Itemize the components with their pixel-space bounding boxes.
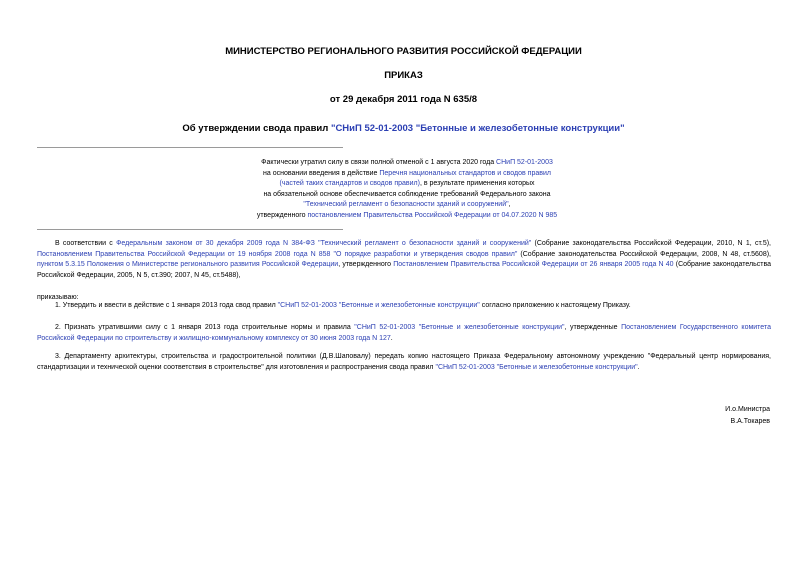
note-text: утвержденного [256, 211, 308, 219]
top-divider [37, 147, 343, 148]
body-text: согласно приложению к настоящему Приказу. [479, 302, 631, 309]
title-prefix: Об утверждении свода правил [182, 123, 331, 134]
note-link-tech-regulation[interactable]: "Технический регламент о безопасности зданий и сооружений" [303, 201, 509, 209]
note-link-resolution-985[interactable]: постановлением Правительства Российской Федерации от 04.07.2020 N 985 [307, 211, 558, 219]
body-text: 2. Признать утратившими силу с 1 января 2013 года строительные нормы и правила [55, 324, 355, 331]
body-text: (Собрание законодательства Российской Федерации, 2010, N 1, ст.5), [531, 240, 771, 247]
body-text: . [390, 334, 393, 342]
body-text: 3. Департаменту архитектуры, строительства и градостроительной политики (Д.В.Шаповалу) передать копию настоящего Приказа Федеральному автономному учреждению "Федеральный центр нормирования, стандартизации и технической оценки соответствия в строительстве" для изготовления и распространения свода правил [37, 353, 771, 371]
link-snip-item-1[interactable]: "СНиП 52-01-2003 "Бетонные и железобетонные конструкции" [277, 302, 480, 309]
body-text: (Собрание законодательства Российской Федерации, 2005, N 5, ст.390; 2007, N 45, ст.5488), [37, 261, 771, 279]
title-link[interactable]: "СНиП 52-01-2003 "Бетонные и железобетонные конструкции" [330, 123, 625, 134]
preamble-paragraph [37, 239, 771, 281]
item-2-paragraph [37, 323, 771, 344]
note-text: Фактически утратил силу в связи полной отменой с 1 августа 2020 года [261, 159, 497, 166]
note-link-snip[interactable]: СНиП 52-01-2003 [496, 159, 553, 166]
link-snip-item-3[interactable]: "СНиП 52-01-2003 "Бетонные и железобетонные конструкции" [435, 363, 638, 371]
order-word: приказываю: [37, 294, 79, 301]
note-line-4: на обязательной основе обеспечивается соблюдение требований Федерального закона [263, 190, 551, 198]
note-link-standards-list[interactable]: Перечня национальных стандартов и сводов правил [379, 169, 551, 177]
document-type: ПРИКАЗ [384, 70, 423, 81]
status-note [220, 158, 594, 222]
note-line-6 [220, 211, 594, 222]
body-text: , утвержденного [338, 261, 394, 269]
link-regulation-point[interactable]: пунктом 5.3.15 Положения о Министерстве регионального развития Российской Федерации [37, 261, 339, 269]
ministry-heading: МИНИСТЕРСТВО РЕГИОНАЛЬНОГО РАЗВИТИЯ РОССИЙСКОЙ ФЕДЕРАЦИИ [225, 46, 582, 57]
link-federal-law-384[interactable]: Федеральным законом от 30 декабря 2009 года N 384-ФЗ "Технический регламент о безопасности зданий и сооружений" [116, 240, 532, 247]
bottom-divider [37, 229, 343, 230]
note-link-standards-parts[interactable]: (частей таких стандартов и сводов правил) [279, 180, 420, 188]
body-text: , утвержденные [564, 324, 622, 331]
document-title [0, 123, 807, 134]
body-text: 1. Утвердить и ввести в действие с 1 января 2013 года свод правил [55, 302, 278, 309]
note-text: , в результате применения которых [419, 180, 535, 188]
item-1-paragraph [37, 301, 771, 312]
link-snip-item-2[interactable]: "СНиП 52-01-2003 "Бетонные и железобетонные конструкции" [354, 324, 565, 331]
note-text: , [508, 201, 511, 209]
document-date: от 29 декабря 2011 года N 635/8 [329, 94, 478, 105]
body-text: В соответствии с [55, 240, 117, 247]
link-resolution-40[interactable]: Постановлением Правительства Российской Федерации от 26 января 2005 года N 40 [393, 261, 674, 269]
note-line-3 [220, 179, 594, 190]
body-text: (Собрание законодательства Российской Федерации, 2008, N 48, ст.5608), [517, 250, 771, 258]
signatory-position: И.о.Министра [725, 406, 770, 413]
link-resolution-858[interactable]: Постановлением Правительства Российской Федерации от 19 ноября 2008 года N 858 "О порядке разработки и утверждения сводов правил" [37, 250, 518, 258]
note-line-2 [220, 169, 594, 180]
note-line-1 [220, 158, 594, 169]
link-resolution-127[interactable]: Постановлением Государственного комитета Российской Федерации по строительству и жилищно-коммунальному комплексу от 30 июня 2003 года N 127 [37, 324, 771, 342]
item-3-paragraph [37, 352, 771, 373]
body-text: . [637, 363, 640, 371]
signature-block [725, 404, 770, 427]
note-text: на основании введения в действие [263, 169, 380, 177]
signatory-name: В.А.Токарев [730, 417, 770, 425]
note-line-5 [220, 200, 594, 211]
